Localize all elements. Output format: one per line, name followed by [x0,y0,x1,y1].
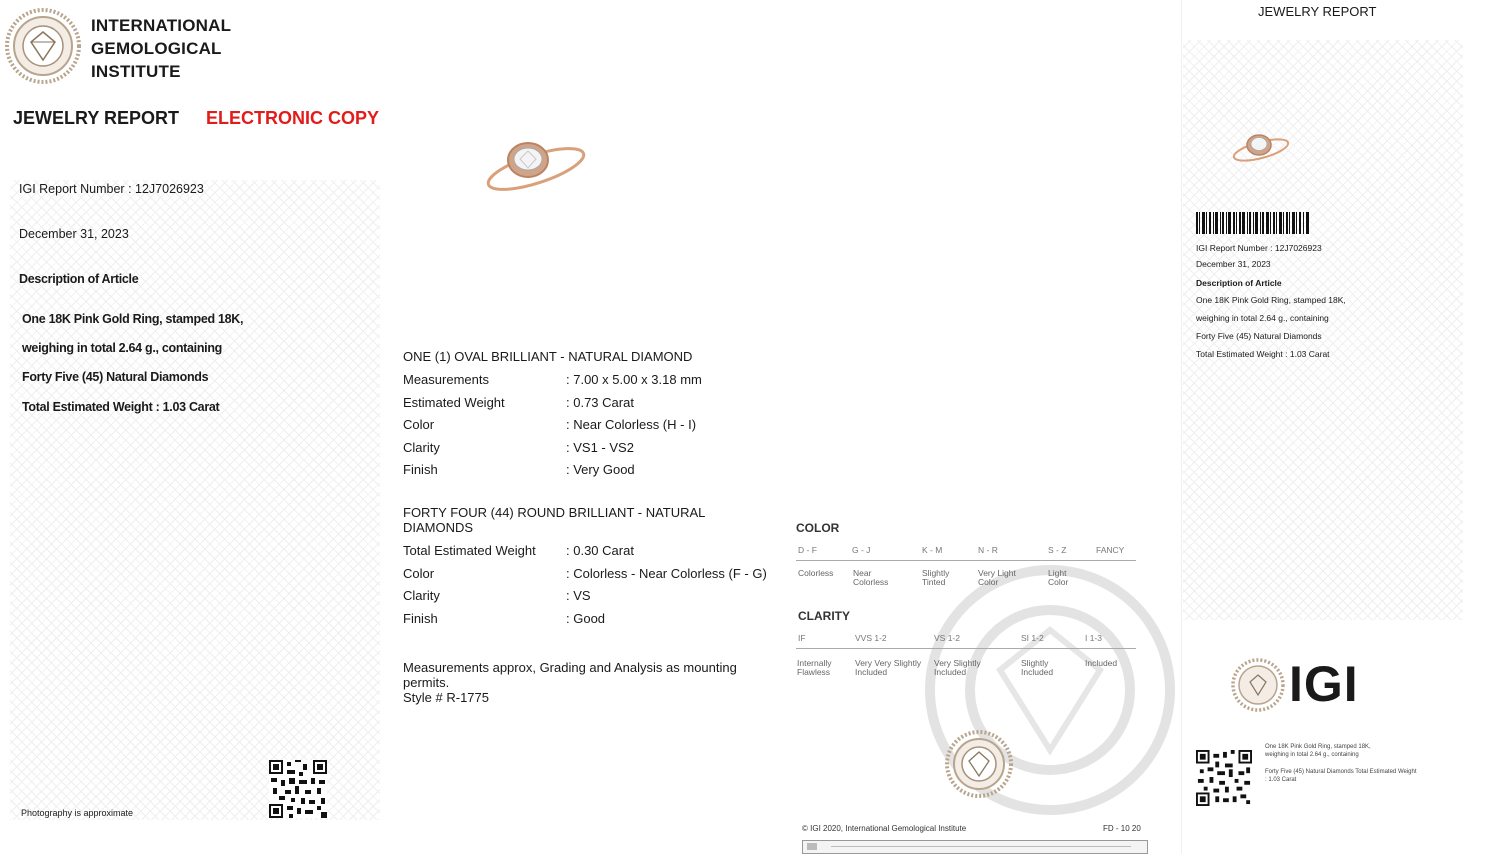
footer-fine-print-box [802,840,1148,854]
clarity-grade: I 1-3 [1085,633,1103,643]
report-title: JEWELRY REPORT [13,108,180,128]
color-grade: K - M [922,545,943,555]
color-grade: S - Z [1048,545,1067,555]
report-date: December 31, 2023 [19,227,129,241]
copyright: © IGI 2020, International Gemological Institute [802,824,967,833]
color-grade: FANCY [1096,545,1125,555]
stub-ring-photo [1229,126,1291,170]
stub-description-heading: Description of Article [1196,278,1282,288]
description-line-2: weighing in total 2.64 g., containing [22,341,223,355]
org-name-line1: INTERNATIONAL [91,16,232,35]
stub-qr-code-icon [1196,750,1252,806]
description-heading: Description of Article [19,272,139,286]
color-grade: G - J [852,545,871,555]
stub-bottom-line-4: : 1.03 Carat [1265,777,1297,783]
electronic-copy-label: ELECTRONIC COPY [206,108,380,128]
clarity-grade-label: Included [1085,658,1118,668]
qr-code-icon [269,760,327,818]
igi-bottom-seal-icon [945,730,1013,798]
description-line-3: Forty Five (45) Natural Diamonds [22,370,209,384]
side-stones-title: FORTY FOUR (44) ROUND BRILLIANT - NATURAL DIAMONDS [403,505,705,535]
color-grade-label: Very Light Color [978,568,1016,587]
fine-print-icon [807,843,817,850]
color-grade-label: Colorless [798,568,834,578]
stub-report-number: IGI Report Number : 12J7026923 [1196,243,1322,253]
spec-value: : Near Colorless (H - I) [566,417,697,432]
color-scale-divider [796,560,1136,561]
clarity-grade: VS 1-2 [934,633,960,643]
igi-logo-text: IGI [1289,656,1359,712]
stub-title: JEWELRY REPORT [1258,4,1377,19]
spec-value: : VS1 - VS2 [566,440,634,455]
color-grade-label: Near Colorless [853,568,889,587]
fine-print-line [831,846,1131,847]
color-grade: D - F [798,545,817,555]
clarity-grade: VVS 1-2 [855,633,887,643]
spec-value: : 0.73 Carat [566,395,634,410]
clarity-scale-divider [796,648,1136,649]
stub-description-line-2: weighing in total 2.64 g., containing [1196,313,1329,323]
color-scale-heading: COLOR [796,521,840,535]
report-number: IGI Report Number : 12J7026923 [19,182,204,196]
spec-value: : 7.00 x 5.00 x 3.18 mm [566,372,702,387]
color-grade-label: Light Color [1048,568,1069,587]
clarity-grade-label: Very Very Slightly Included [855,658,922,677]
stub-divider [1181,0,1182,854]
clarity-grade: SI 1-2 [1021,633,1044,643]
stub-description-line-4: Total Estimated Weight : 1.03 Carat [1196,349,1330,359]
clarity-grade-label: Very Slightly Included [934,658,981,677]
org-name [91,14,231,83]
spec-label: Estimated Weight [403,395,505,410]
spec-label: Color [403,417,435,432]
description-line-4: Total Estimated Weight : 1.03 Carat [22,400,220,414]
comments [403,660,737,705]
clarity-grade-label: Slightly Included [1021,658,1054,677]
color-grade: N - R [978,545,998,555]
igi-logo-seal-icon [1231,658,1285,712]
stub-date: December 31, 2023 [1196,259,1271,269]
stub-bottom-line-3: Forty Five (45) Natural Diamonds Total Estimated Weight [1265,769,1417,775]
comments-line-1: Measurements approx, Grading and Analysis as mounting [403,660,737,675]
spec-label: Total Estimated Weight [403,543,536,558]
igi-seal-icon [5,8,81,84]
spec-value: : 0.30 Carat [566,543,634,558]
spec-label: Clarity [403,440,440,455]
spec-label: Finish [403,462,438,477]
center-stone-title: ONE (1) OVAL BRILLIANT - NATURAL DIAMOND [403,349,693,364]
org-name-line3: INSTITUTE [91,62,181,81]
spec-value: : VS [566,588,591,603]
stub-description-line-1: One 18K Pink Gold Ring, stamped 18K, [1196,295,1346,305]
form-code: FD - 10 20 [1103,824,1141,833]
photography-note: Photography is approximate [21,808,134,818]
description-line-1: One 18K Pink Gold Ring, stamped 18K, [22,312,244,326]
spec-value: : Good [566,611,606,626]
barcode-icon [1196,212,1310,234]
spec-label: Clarity [403,588,440,603]
comments-line-2: permits. [403,675,450,690]
spec-value: : Very Good [566,462,635,477]
stub-description-line-3: Forty Five (45) Natural Diamonds [1196,331,1322,341]
comments-line-3: Style # R-1775 [403,690,489,705]
clarity-scale-heading: CLARITY [798,609,850,623]
stub-details [1196,240,1346,363]
stub-bottom-line-2: weighing in total 2.64 g., containing [1265,752,1359,758]
spec-label: Measurements [403,372,489,387]
spec-label: Finish [403,611,438,626]
color-grade-label: Slightly Tinted [922,568,950,587]
org-name-line2: GEMOLOGICAL [91,39,222,58]
spec-label: Color [403,566,435,581]
clarity-grade-label: Internally Flawless [797,658,832,677]
spec-value: : Colorless - Near Colorless (F - G) [566,566,767,581]
ring-photo [476,127,588,202]
clarity-grade: IF [798,633,806,643]
stub-bottom-line-1: One 18K Pink Gold Ring, stamped 18K, [1265,744,1371,750]
